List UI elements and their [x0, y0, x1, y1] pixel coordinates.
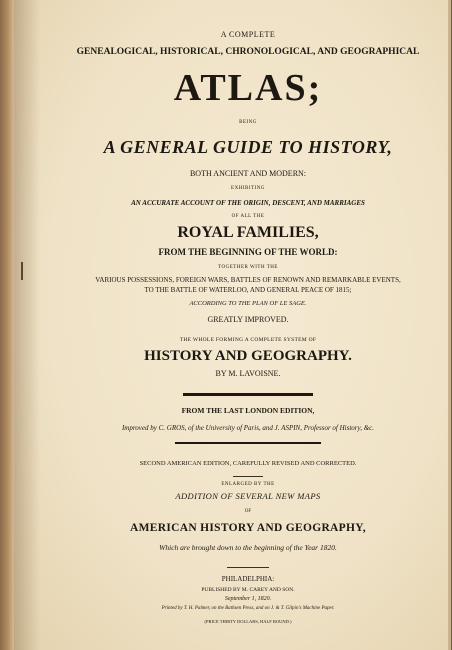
line-author: BY M. LAVOISNE. — [215, 369, 281, 378]
history-geography-title: HISTORY AND GEOGRAPHY. — [144, 348, 352, 364]
line-of: OF — [244, 509, 252, 514]
line-publisher: PUBLISHED BY M. CAREY AND SON. — [201, 587, 295, 593]
divider-rule — [175, 442, 321, 444]
line-waterloo: TO THE BATTLE OF WATERLOO, AND GENERAL PEACE OF 1815; — [144, 286, 352, 294]
line-exhibiting: EXHIBITING — [231, 186, 265, 191]
line-london-edition: FROM THE LAST LONDON EDITION, — [181, 406, 315, 415]
royal-families-title: ROYAL FAMILIES, — [177, 224, 319, 241]
line-together-with: TOGETHER WITH THE — [218, 265, 278, 270]
divider-rule — [183, 393, 313, 396]
line-a-complete: A COMPLETE — [220, 30, 276, 39]
line-le-sage: ACCORDING TO THE PLAN OF LE SAGE. — [189, 300, 307, 307]
line-date: September 1, 1820. — [224, 596, 272, 602]
line-being: BEING — [239, 120, 257, 125]
line-second-edition: SECOND AMERICAN EDITION, CAREFULLY REVISED AND CORRECTED. — [139, 460, 357, 467]
line-new-maps: ADDITION OF SEVERAL NEW MAPS — [175, 491, 321, 501]
line-enlarged-by: ENLARGED BY THE — [221, 482, 275, 487]
american-history-title: AMERICAN HISTORY AND GEOGRAPHY, — [130, 522, 366, 534]
short-rule — [233, 476, 263, 477]
line-whole-forming: THE WHOLE FORMING A COMPLETE SYSTEM OF — [179, 337, 317, 343]
gutter-mark — [21, 262, 23, 280]
line-beginning-world: FROM THE BEGINNING OF THE WORLD: — [158, 247, 338, 257]
line-of-all-the: OF ALL THE — [231, 214, 265, 219]
line-brought-down: Which are brought down to the beginning of the Year 1820. — [159, 543, 337, 552]
general-guide-title: A GENERAL GUIDE TO HISTORY, — [103, 137, 393, 157]
line-printed-by: Printed by T. H. Palmer, on the Bathsen Press, and on J. & T. Gilpin's Machine Paper. — [161, 606, 335, 611]
line-various-possessions: VARIOUS POSSESSIONS, FOREIGN WARS, BATTLES OF RENOWN AND REMARKABLE EVENTS, — [95, 276, 401, 284]
short-rule — [227, 567, 269, 568]
title-page — [14, 0, 451, 650]
line-ancient-modern: BOTH ANCIENT AND MODERN: — [189, 169, 307, 178]
line-improved-by: Improved by C. GROS, of the University of Paris, and J. ASPIN, Professor of History, &c. — [121, 424, 375, 432]
line-greatly-improved: GREATLY IMPROVED. — [207, 315, 289, 324]
atlas-title: ATLAS; — [173, 67, 323, 109]
line-genealogical: GENEALOGICAL, HISTORICAL, CHRONOLOGICAL, AND GEOGRAPHICAL — [76, 47, 420, 57]
line-price: (PRICE THIRTY DOLLARS, HALF BOUND.) — [204, 619, 292, 624]
line-accurate-account: AN ACCURATE ACCOUNT OF THE ORIGIN, DESCENT, AND MARRIAGES — [131, 199, 365, 207]
line-philadelphia: PHILADELPHIA: — [221, 575, 275, 583]
